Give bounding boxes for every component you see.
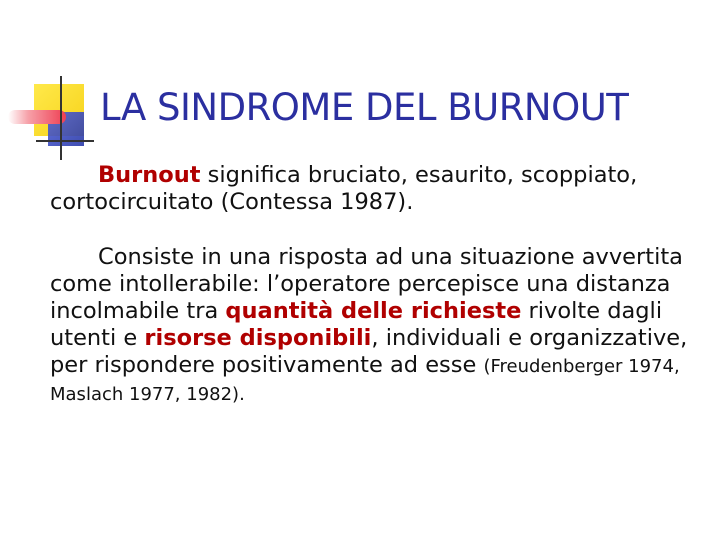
paragraph-description: [50, 244, 710, 408]
description-text-c: , individuali e organizzative, per rispondere positivamente ad esse: [50, 325, 688, 378]
description-text-b: rivolte dagli utenti e: [50, 298, 663, 351]
slide-body: [50, 162, 710, 408]
description-text-a: Consiste in una risposta ad una situazione avvertita come intollerabile: l’operatore percepisce una distanza incolmabile tra: [50, 244, 683, 324]
template-logo-icon: [8, 76, 94, 162]
slide-title: LA SINDROME DEL BURNOUT: [100, 86, 629, 129]
logo-vertical-line: [60, 76, 62, 160]
citation: (Freudenberger 1974, Maslach 1977, 1982).: [50, 356, 680, 405]
logo-horizontal-line: [36, 140, 94, 142]
highlight-resources: risorse disponibili: [144, 325, 372, 351]
definition-text: significa bruciato, esaurito, scoppiato, cortocircuitato (Contessa 1987).: [50, 162, 638, 215]
logo-red-bar: [8, 110, 66, 124]
paragraph-definition: [50, 162, 710, 216]
term-burnout: Burnout: [98, 162, 201, 188]
highlight-requests: quantità delle richieste: [225, 298, 522, 324]
